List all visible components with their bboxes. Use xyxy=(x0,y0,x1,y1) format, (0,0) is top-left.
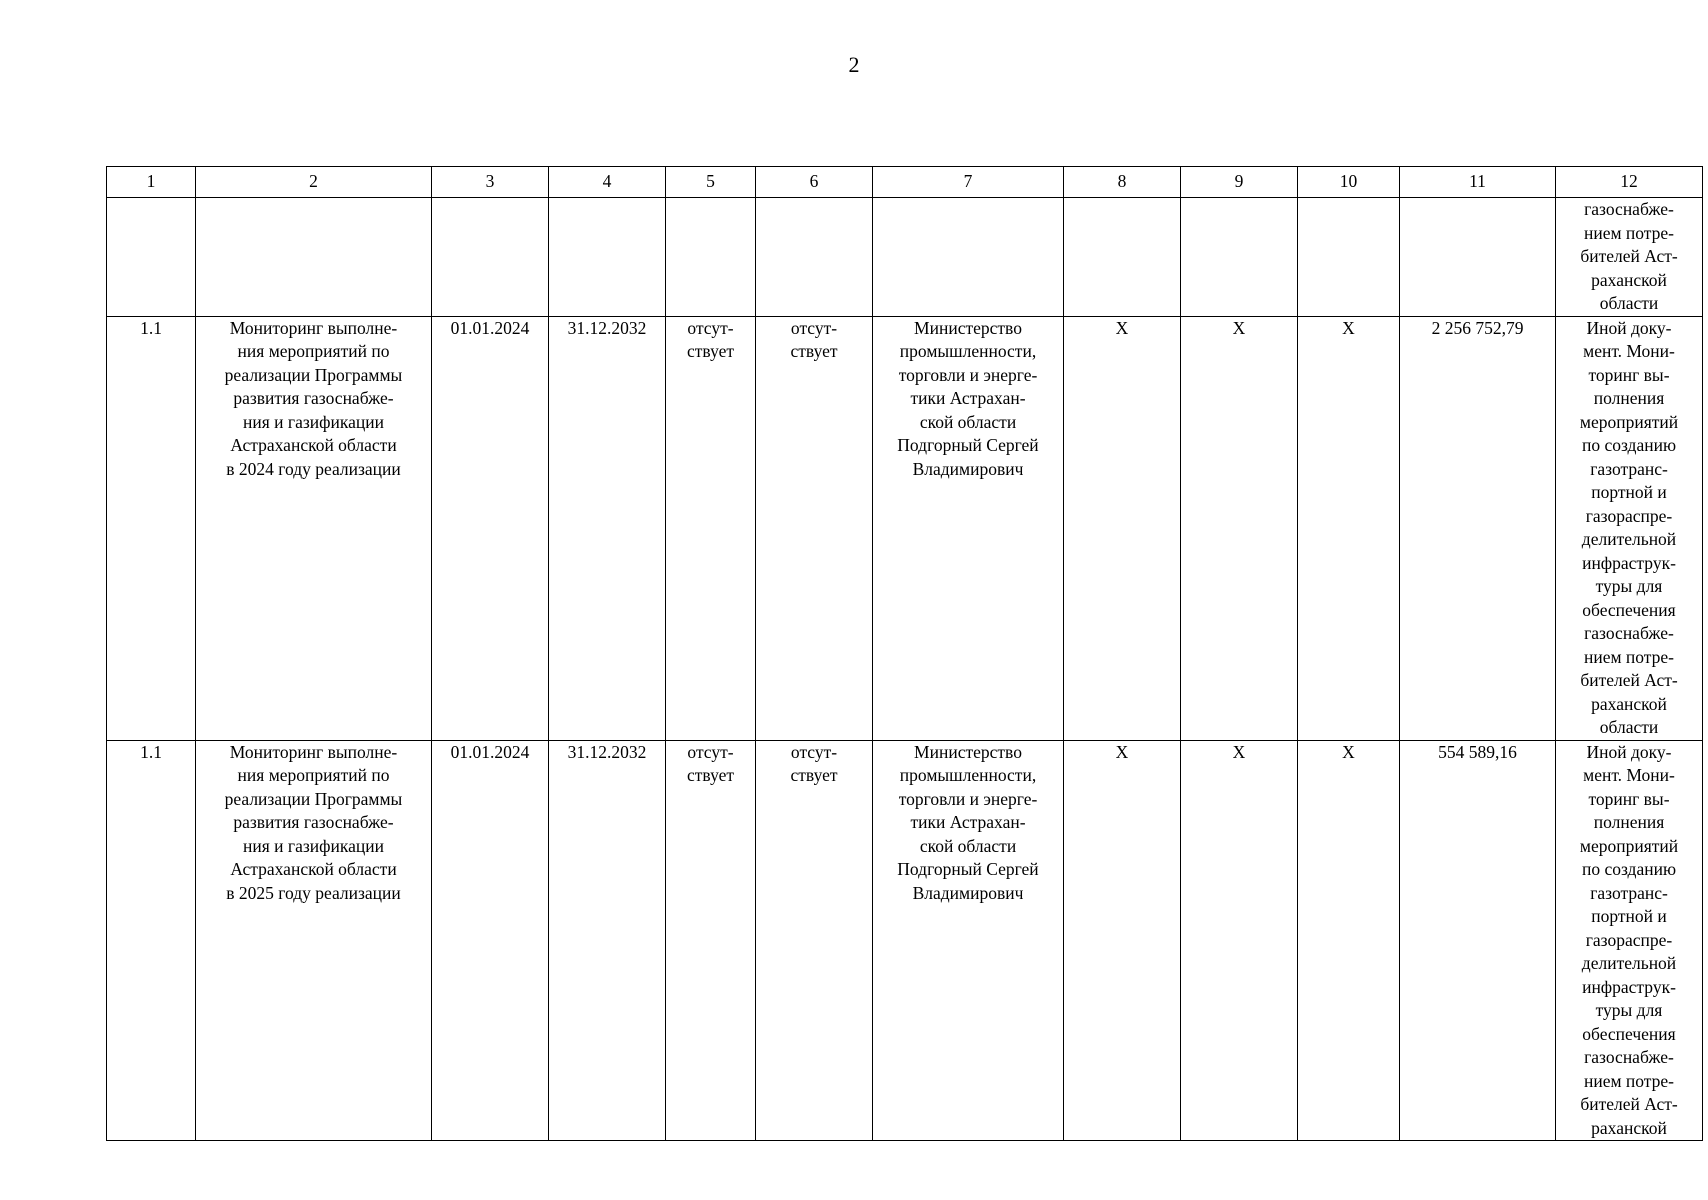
header-col-10: 10 xyxy=(1298,167,1400,198)
table-cell-col10: X xyxy=(1298,316,1400,740)
table-cell-result: газоснабже- нием потре- бителей Аст- раханской области xyxy=(1556,198,1703,317)
table-cell-start-date: 01.01.2024 xyxy=(432,740,549,1141)
table-cell-number: 1.1 xyxy=(107,316,196,740)
table-cell xyxy=(1064,198,1181,317)
header-col-12: 12 xyxy=(1556,167,1703,198)
table-cell-number: 1.1 xyxy=(107,740,196,1141)
table-cell xyxy=(1400,198,1556,317)
table-cell xyxy=(756,198,873,317)
table-cell xyxy=(107,198,196,317)
table-cell-result: Иной доку- мент. Мони- торинг вы- полнения мероприятий по созданию газотранс- портной и газораспре- делительной инфраструк- туры для обеспечения газоснабже- нием потре- бителей Аст- раханской xyxy=(1556,740,1703,1141)
header-col-8: 8 xyxy=(1064,167,1181,198)
table-cell-start-date: 01.01.2024 xyxy=(432,316,549,740)
header-col-9: 9 xyxy=(1181,167,1298,198)
table-cell-responsible: Министерство промышленности, торговли и энерге- тики Астрахан- ской области Подгорный Сергей Владимирович xyxy=(873,316,1064,740)
table-cell-col10: X xyxy=(1298,740,1400,1141)
table-cell xyxy=(1298,198,1400,317)
header-col-1: 1 xyxy=(107,167,196,198)
table-cell xyxy=(549,198,666,317)
table-cell-measure-name: Мониторинг выполне- ния мероприятий по реализации Программы развития газоснабже- ния и газификации Астраханской области в 2025 году реализации xyxy=(196,740,432,1141)
table-row-continuation xyxy=(107,198,1703,317)
table-cell-amount: 554 589,16 xyxy=(1400,740,1556,1141)
table-cell xyxy=(432,198,549,317)
table-cell xyxy=(196,198,432,317)
header-col-7: 7 xyxy=(873,167,1064,198)
table-cell-end-date: 31.12.2032 xyxy=(549,316,666,740)
header-col-4: 4 xyxy=(549,167,666,198)
table-cell-measure-name: Мониторинг выполне- ния мероприятий по реализации Программы развития газоснабже- ния и газификации Астраханской области в 2024 году реализации xyxy=(196,316,432,740)
table-cell-col8: X xyxy=(1064,740,1181,1141)
table-cell-amount: 2 256 752,79 xyxy=(1400,316,1556,740)
table-cell-col6: отсут- ствует xyxy=(756,740,873,1141)
table-header-row xyxy=(107,167,1703,198)
table-cell-col6: отсут- ствует xyxy=(756,316,873,740)
table-cell-col8: X xyxy=(1064,316,1181,740)
header-col-5: 5 xyxy=(666,167,756,198)
table-cell-end-date: 31.12.2032 xyxy=(549,740,666,1141)
table-cell-responsible: Министерство промышленности, торговли и энерге- тики Астрахан- ской области Подгорный Сергей Владимирович xyxy=(873,740,1064,1141)
table-row xyxy=(107,316,1703,740)
document-table xyxy=(106,166,1703,1141)
table-row xyxy=(107,740,1703,1141)
header-col-6: 6 xyxy=(756,167,873,198)
table-cell xyxy=(1181,198,1298,317)
table-cell-col9: X xyxy=(1181,316,1298,740)
header-col-2: 2 xyxy=(196,167,432,198)
header-col-3: 3 xyxy=(432,167,549,198)
table-cell-col5: отсут- ствует xyxy=(666,740,756,1141)
table-cell xyxy=(666,198,756,317)
table-cell-result: Иной доку- мент. Мони- торинг вы- полнения мероприятий по созданию газотранс- портной и газораспре- делительной инфраструк- туры для обеспечения газоснабже- нием потре- бителей Аст- раханской области xyxy=(1556,316,1703,740)
table-cell-col5: отсут- ствует xyxy=(666,316,756,740)
header-col-11: 11 xyxy=(1400,167,1556,198)
table-cell xyxy=(873,198,1064,317)
page-number: 2 xyxy=(848,52,860,77)
table-cell-col9: X xyxy=(1181,740,1298,1141)
